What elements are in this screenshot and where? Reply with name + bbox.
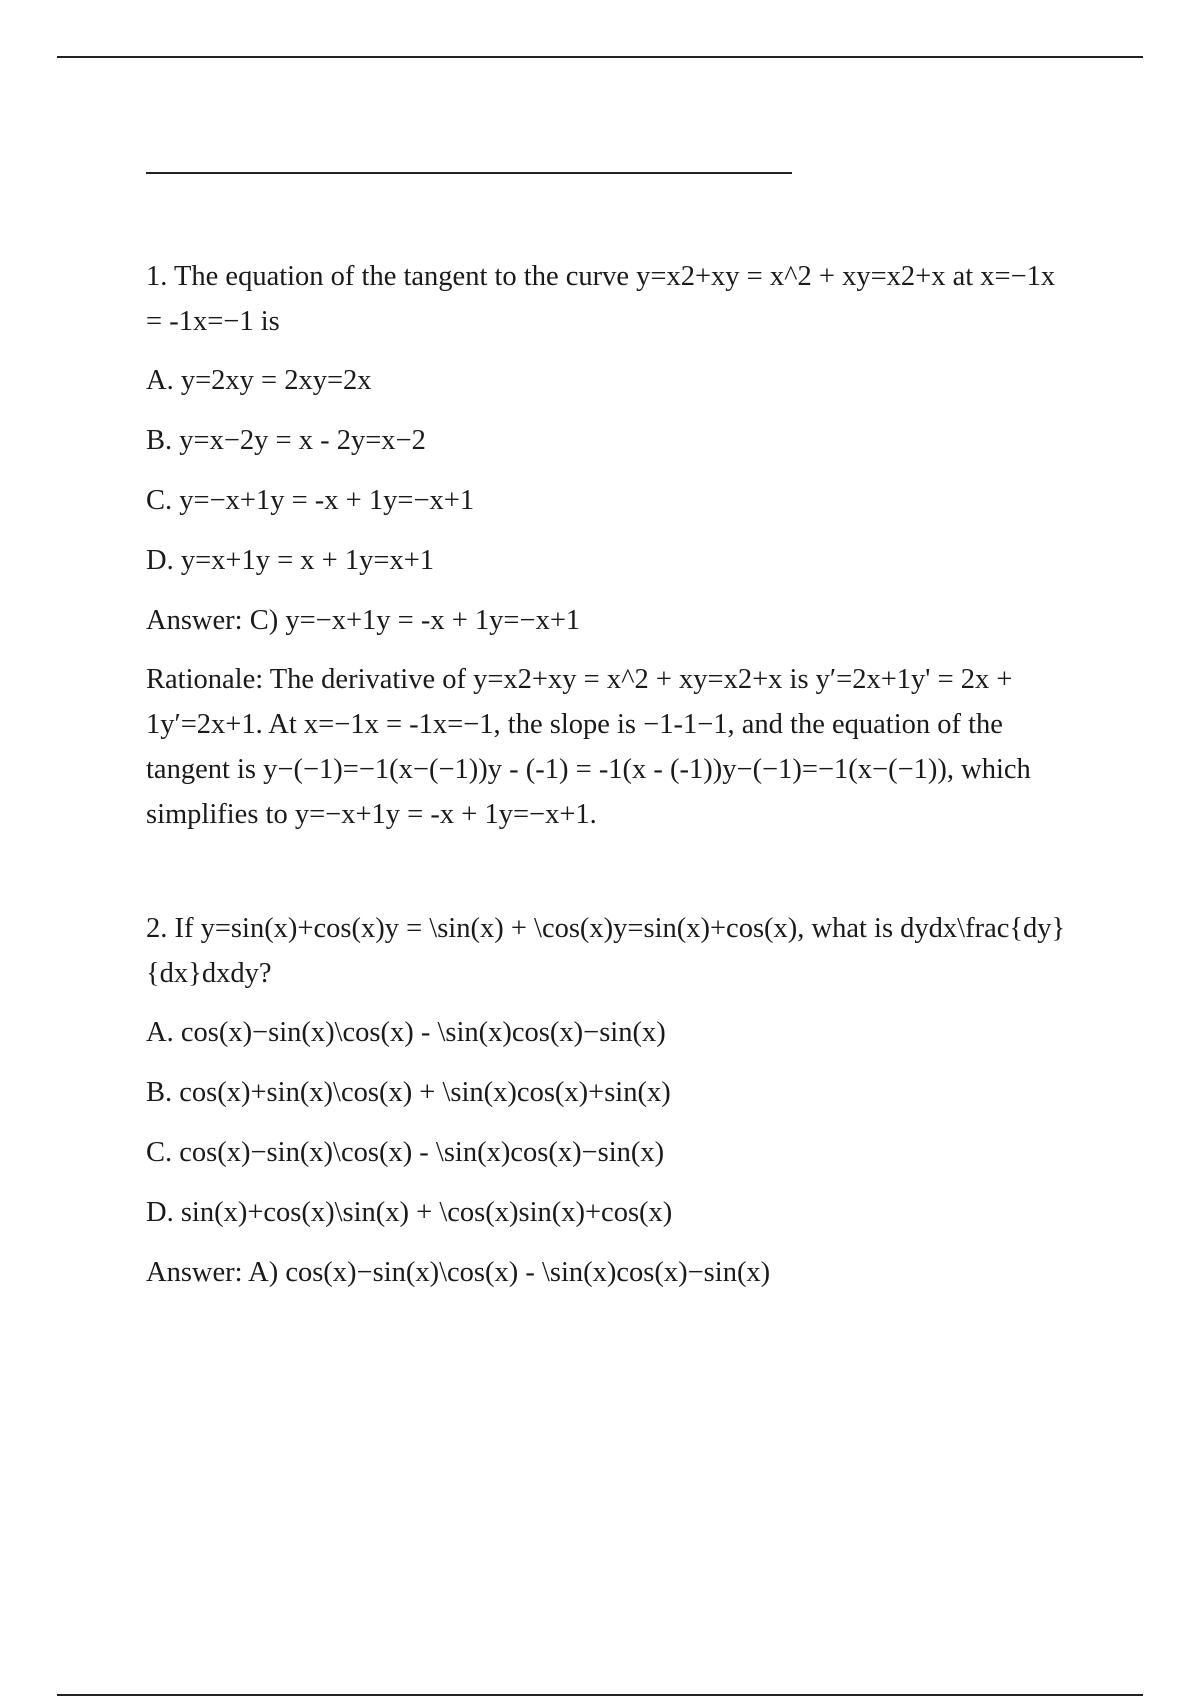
rationale: Rationale: The derivative of y=x2+xy = x^2 + xy=x2+x is y′=2x+1y' = 2x + 1y′=2x+1. At x=−1x = -1x=−1, the slope is −1-1−1, and the equation of the tangent is y−(−1)=−1(x−(−1))y - (-1) = -1(x - (-1))y−(−1)=−1(x−(−1)), which simplifies to y=−x+1y = -x + 1y=−x+1. bbox=[146, 664, 1031, 830]
option-d: D. sin⁡(x)+cos⁡(x)\sin(x) + \cos(x)sin(x)+cos(x) bbox=[146, 1197, 673, 1228]
question-stem: 2. If y=sin⁡(x)+cos⁡(x)y = \sin(x) + \cos(x)y=sin(x)+cos(x), what is dydx\frac{dy}{dx}dxdy? bbox=[146, 913, 1066, 989]
footer-rule bbox=[57, 1694, 1143, 1696]
question-1 bbox=[146, 254, 1076, 837]
option-c: C. y=−x+1y = -x + 1y=−x+1 bbox=[146, 485, 475, 516]
option-b: B. y=x−2y = x - 2y=x−2 bbox=[146, 425, 426, 456]
title-rule bbox=[146, 172, 792, 174]
question-stem: 1. The equation of the tangent to the curve y=x2+xy = x^2 + xy=x2+x at x=−1x = -1x=−1 is bbox=[146, 261, 1056, 337]
option-b: B. cos⁡(x)+sin⁡(x)\cos(x) + \sin(x)cos(x)+sin(x) bbox=[146, 1077, 671, 1108]
option-a: A. cos⁡(x)−sin⁡(x)\cos(x) - \sin(x)cos(x)−sin(x) bbox=[146, 1017, 666, 1048]
option-d: D. y=x+1y = x + 1y=x+1 bbox=[146, 545, 435, 576]
option-a: A. y=2xy = 2xy=2x bbox=[146, 365, 372, 396]
answer-line: Answer: A) cos⁡(x)−sin⁡(x)\cos(x) - \sin(x)cos(x)−sin(x) bbox=[146, 1257, 771, 1288]
question-2 bbox=[146, 906, 1076, 1295]
header-rule bbox=[57, 56, 1143, 58]
answer-line: Answer: C) y=−x+1y = -x + 1y=−x+1 bbox=[146, 605, 581, 636]
document-body bbox=[146, 254, 1076, 1309]
option-c: C. cos⁡(x)−sin⁡(x)\cos(x) - \sin(x)cos(x)−sin(x) bbox=[146, 1137, 665, 1168]
